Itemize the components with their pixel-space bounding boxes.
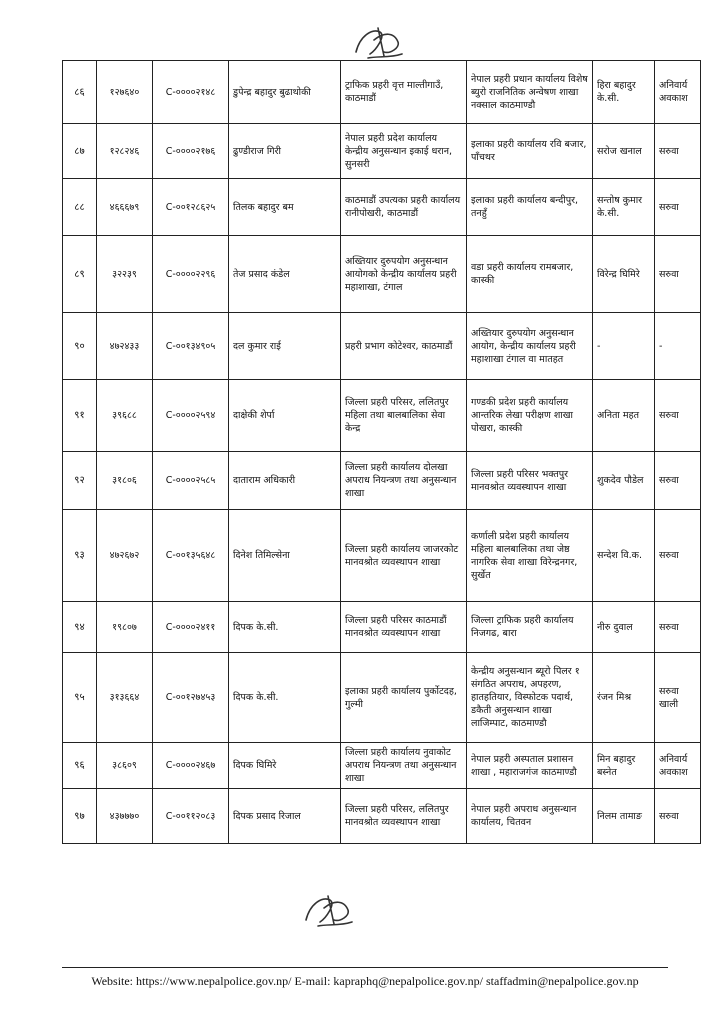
row-serial: ९१ bbox=[63, 380, 97, 452]
new-office: जिल्ला ट्राफिक प्रहरी कार्यालय निजगढ, बारा bbox=[467, 602, 593, 653]
new-office: नेपाल प्रहरी अस्पताल प्रशासन शाखा , महाराजगंज काठमाण्डौ bbox=[467, 743, 593, 789]
replacement-name: सरोज खनाल bbox=[593, 124, 655, 179]
new-office: नेपाल प्रहरी अपराध अनुसन्धान कार्यालय, चितवन bbox=[467, 789, 593, 844]
current-office: जिल्ला प्रहरी परिसर काठमाडौं मानवश्रोत व्यवस्थापन शाखा bbox=[341, 602, 467, 653]
remark: सरुवा bbox=[655, 789, 701, 844]
employee-name: दल कुमार राई bbox=[229, 313, 341, 380]
remark: सरुवा bbox=[655, 179, 701, 236]
footer-divider bbox=[62, 967, 668, 968]
table-row bbox=[63, 602, 701, 653]
new-office: नेपाल प्रहरी प्रधान कार्यालय विशेष ब्युरो राजनितिक अन्वेषण शाखा नक्साल काठमाण्डौ bbox=[467, 61, 593, 124]
row-serial: ९० bbox=[63, 313, 97, 380]
rank-number: ३९६८८ bbox=[97, 380, 153, 452]
new-office: इलाका प्रहरी कार्यालय बन्दीपुर, तनहुँ bbox=[467, 179, 593, 236]
table-row bbox=[63, 380, 701, 452]
employee-name: दाक्षेकी शेर्पा bbox=[229, 380, 341, 452]
current-office: इलाका प्रहरी कार्यालय पुर्कोटदह, गुल्मी bbox=[341, 653, 467, 743]
rank-number: ४६६६७९ bbox=[97, 179, 153, 236]
signature-top bbox=[350, 22, 410, 62]
row-serial: ८७ bbox=[63, 124, 97, 179]
row-serial: ९५ bbox=[63, 653, 97, 743]
remark: सरुवा bbox=[655, 236, 701, 313]
rank-number: १२७६४० bbox=[97, 61, 153, 124]
row-serial: ८८ bbox=[63, 179, 97, 236]
remark: सरुवा bbox=[655, 510, 701, 602]
remark: सरुवा bbox=[655, 380, 701, 452]
rank-number: ३८६०९ bbox=[97, 743, 153, 789]
employee-code: C-००११२०८३ bbox=[153, 789, 229, 844]
employee-code: C-००००२१७६ bbox=[153, 124, 229, 179]
employee-name: दाताराम अधिकारी bbox=[229, 452, 341, 510]
employee-code: C-००००२५९४ bbox=[153, 380, 229, 452]
employee-code: C-००००२५८५ bbox=[153, 452, 229, 510]
replacement-name: सन्तोष कुमार के.सी. bbox=[593, 179, 655, 236]
new-office: केन्द्रीय अनुसन्धान ब्यूरो पिलर १ संगठित अपराध, अपहरण, हातहतियार, विस्फोटक पदार्थ, डकैती अनुसन्धान शाखा लाजिम्पाट, काठमाण्डौ bbox=[467, 653, 593, 743]
rank-number: १९८०७ bbox=[97, 602, 153, 653]
table-row bbox=[63, 313, 701, 380]
rank-number: १२८२४६ bbox=[97, 124, 153, 179]
current-office: जिल्ला प्रहरी कार्यालय जाजरकोट मानवश्रोत व्यवस्थापन शाखा bbox=[341, 510, 467, 602]
signature-bottom bbox=[300, 890, 360, 930]
table-row bbox=[63, 653, 701, 743]
new-office: अख्तियार दुरुपयोग अनुसन्धान आयोग, केन्द्रीय कार्यालय प्रहरी महाशाखा टंगाल वा मातहत bbox=[467, 313, 593, 380]
table-row bbox=[63, 510, 701, 602]
replacement-name: सन्देश वि.क. bbox=[593, 510, 655, 602]
current-office: अख्तियार दुरुपयोग अनुसन्धान आयोगको केन्द्रीय कार्यालय प्रहरी महाशाखा, टंगाल bbox=[341, 236, 467, 313]
rank-number: ३२२३९ bbox=[97, 236, 153, 313]
table-row bbox=[63, 61, 701, 124]
replacement-name: रंजन मिश्र bbox=[593, 653, 655, 743]
current-office: नेपाल प्रहरी प्रदेश कार्यालय केन्द्रीय अनुसन्धान इकाई धरान, सुनसरी bbox=[341, 124, 467, 179]
rank-number: ४७२४३३ bbox=[97, 313, 153, 380]
new-office: गण्डकी प्रदेश प्रहरी कार्यालय आन्तरिक लेखा परीक्षण शाखा पोखरा, कास्की bbox=[467, 380, 593, 452]
table-row bbox=[63, 789, 701, 844]
row-serial: ८९ bbox=[63, 236, 97, 313]
remark: अनिवार्य अवकाश bbox=[655, 61, 701, 124]
current-office: जिल्ला प्रहरी परिसर, ललितपुर मानवश्रोत व्यवस्थापन शाखा bbox=[341, 789, 467, 844]
employee-code: C-००१२७४५३ bbox=[153, 653, 229, 743]
employee-code: C-००००२१४८ bbox=[153, 61, 229, 124]
employee-name: डुपेन्द्र बहादुर बुढाथोकी bbox=[229, 61, 341, 124]
employee-code: C-००००२४६७ bbox=[153, 743, 229, 789]
table-row bbox=[63, 124, 701, 179]
employee-code: C-००१२८६२५ bbox=[153, 179, 229, 236]
new-office: कर्णाली प्रदेश प्रहरी कार्यालय महिला बालबालिका तथा जेष्ठ नागरिक सेवा शाखा विरेन्द्रनगर, सुर्खेत bbox=[467, 510, 593, 602]
row-serial: ९२ bbox=[63, 452, 97, 510]
table-row bbox=[63, 743, 701, 789]
remark: सरुवा bbox=[655, 452, 701, 510]
employee-code: C-००१३५६४८ bbox=[153, 510, 229, 602]
employee-name: दिनेश तिमिल्सेना bbox=[229, 510, 341, 602]
rank-number: ३१८०६ bbox=[97, 452, 153, 510]
employee-code: C-००१३४९०५ bbox=[153, 313, 229, 380]
new-office: वडा प्रहरी कार्यालय रामबजार, कास्की bbox=[467, 236, 593, 313]
current-office: जिल्ला प्रहरी परिसर, ललितपुर महिला तथा बालबालिका सेवा केन्द्र bbox=[341, 380, 467, 452]
employee-code: C-००००२४११ bbox=[153, 602, 229, 653]
current-office: ट्राफिक प्रहरी वृत्त माल्तीगाउँ, काठमाडौं bbox=[341, 61, 467, 124]
rank-number: ३१३६६४ bbox=[97, 653, 153, 743]
employee-name: तिलक बहादुर बम bbox=[229, 179, 341, 236]
rank-number: ४३७७७० bbox=[97, 789, 153, 844]
current-office: प्रहरी प्रभाग कोटेश्वर, काठमाडौं bbox=[341, 313, 467, 380]
replacement-name: - bbox=[593, 313, 655, 380]
employee-name: तेज प्रसाद कंडेल bbox=[229, 236, 341, 313]
replacement-name: शुकदेव पौडेल bbox=[593, 452, 655, 510]
table-row bbox=[63, 236, 701, 313]
remark: सरुवा bbox=[655, 124, 701, 179]
replacement-name: विरेन्द्र घिमिरे bbox=[593, 236, 655, 313]
employee-name: दिपक के.सी. bbox=[229, 602, 341, 653]
table-row bbox=[63, 452, 701, 510]
current-office: जिल्ला प्रहरी कार्यालय नुवाकोट अपराध नियन्त्रण तथा अनुसन्धान शाखा bbox=[341, 743, 467, 789]
employee-name: दिपक के.सी. bbox=[229, 653, 341, 743]
row-serial: ९४ bbox=[63, 602, 97, 653]
employee-code: C-००००२२९६ bbox=[153, 236, 229, 313]
employee-name: ढुण्डीराज गिरी bbox=[229, 124, 341, 179]
replacement-name: मिन बहादुर बस्नेत bbox=[593, 743, 655, 789]
new-office: इलाका प्रहरी कार्यालय रवि बजार, पाँचथर bbox=[467, 124, 593, 179]
row-serial: ८६ bbox=[63, 61, 97, 124]
row-serial: ९६ bbox=[63, 743, 97, 789]
current-office: काठमाडौं उपत्यका प्रहरी कार्यालय रानीपोखरी, काठमाडौं bbox=[341, 179, 467, 236]
row-serial: ९३ bbox=[63, 510, 97, 602]
replacement-name: अनिता महत bbox=[593, 380, 655, 452]
replacement-name: निलम तामाङ bbox=[593, 789, 655, 844]
replacement-name: नीरु दुवाल bbox=[593, 602, 655, 653]
replacement-name: हिरा बहादुर के.सी. bbox=[593, 61, 655, 124]
new-office: जिल्ला प्रहरी परिसर भक्तपुर मानवश्रोत व्यवस्थापन शाखा bbox=[467, 452, 593, 510]
remark: अनिवार्य अवकाश bbox=[655, 743, 701, 789]
remark: सरुवा bbox=[655, 602, 701, 653]
footer-contact: Website: https://www.nepalpolice.gov.np/ E-mail: kapraphq@nepalpolice.gov.np/ staffadmin@nepalpolice.gov.np bbox=[91, 974, 639, 988]
transfer-table bbox=[62, 60, 701, 844]
rank-number: ४७२६७२ bbox=[97, 510, 153, 602]
employee-name: दिपक प्रसाद रिजाल bbox=[229, 789, 341, 844]
row-serial: ९७ bbox=[63, 789, 97, 844]
current-office: जिल्ला प्रहरी कार्यालय दोलखा अपराध नियन्त्रण तथा अनुसन्धान शाखा bbox=[341, 452, 467, 510]
remark: - bbox=[655, 313, 701, 380]
table-row bbox=[63, 179, 701, 236]
employee-name: दिपक घिमिरे bbox=[229, 743, 341, 789]
remark: सरुवा खाली bbox=[655, 653, 701, 743]
